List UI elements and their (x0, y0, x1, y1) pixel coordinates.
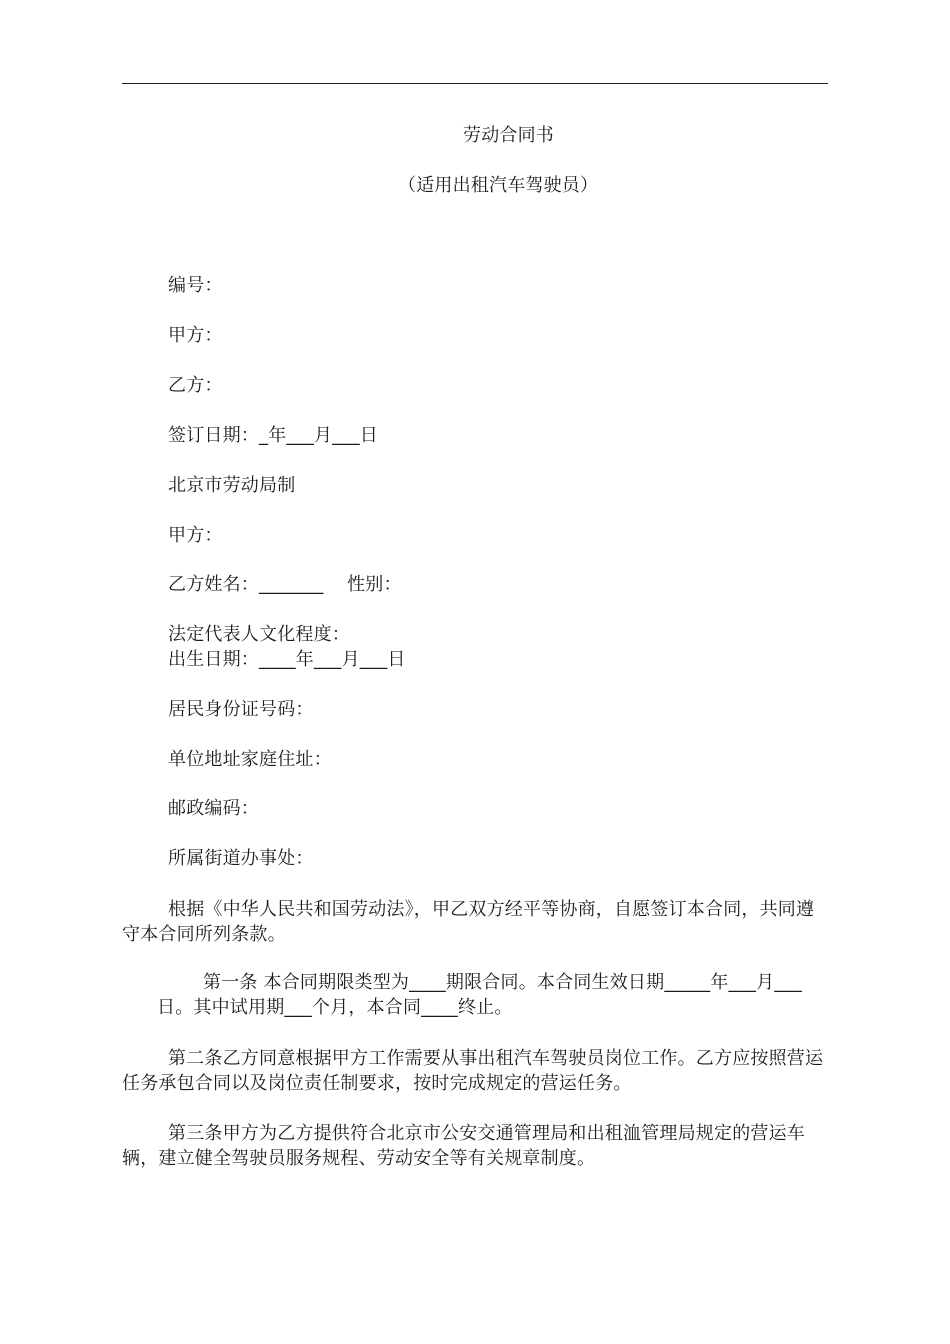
header-rule (122, 83, 828, 84)
postcode-field: 邮政编码： (168, 798, 259, 819)
article-1-line-2: 日。其中试用期___个月，本合同____终止。 (157, 997, 513, 1018)
sign-date-field: 签订日期：_年___月___日 (168, 425, 378, 446)
document-subtitle: （适用出租汽车驾驶员） (398, 175, 599, 196)
address-field: 单位地址家庭住址： (168, 749, 332, 770)
party-a-field: 甲方： (168, 325, 223, 346)
legal-rep-education-field: 法定代表人文化程度： (168, 624, 350, 645)
article-1-line-1: 第一条 本合同期限类型为____期限合同。本合同生效日期_____年___月___ (203, 972, 802, 993)
subdistrict-field: 所属街道办事处： (168, 848, 314, 869)
birth-date-field: 出生日期：____年___月___日 (168, 649, 406, 670)
party-b-name-gender-field: 乙方姓名：_______ 性别： (168, 574, 402, 595)
issuer-text: 北京市劳动局制 (168, 475, 296, 496)
document-title: 劳动合同书 (463, 125, 554, 146)
party-a-field-2: 甲方： (168, 525, 223, 546)
article-2-paragraph: 第二条乙方同意根据甲方工作需要从事出租汽车驾驶员岗位工作。乙方应按照营运任务承包合同以及岗位责任制要求，按时完成规定的营运任务。 (122, 1048, 824, 1094)
preamble-paragraph: 根据《中华人民共和国劳动法》，甲乙双方经平等协商，自愿签订本合同，共同遵守本合同所列条款。 (122, 899, 815, 945)
id-number-field: 居民身份证号码： (168, 699, 314, 720)
contract-number-field: 编号： (168, 275, 223, 296)
party-b-field: 乙方： (168, 375, 223, 396)
article-3-paragraph: 第三条甲方为乙方提供符合北京市公安交通管理局和出租洫管理局规定的营运车辆，建立健全驾驶员服务规程、劳动安全等有关规章制度。 (122, 1123, 805, 1169)
